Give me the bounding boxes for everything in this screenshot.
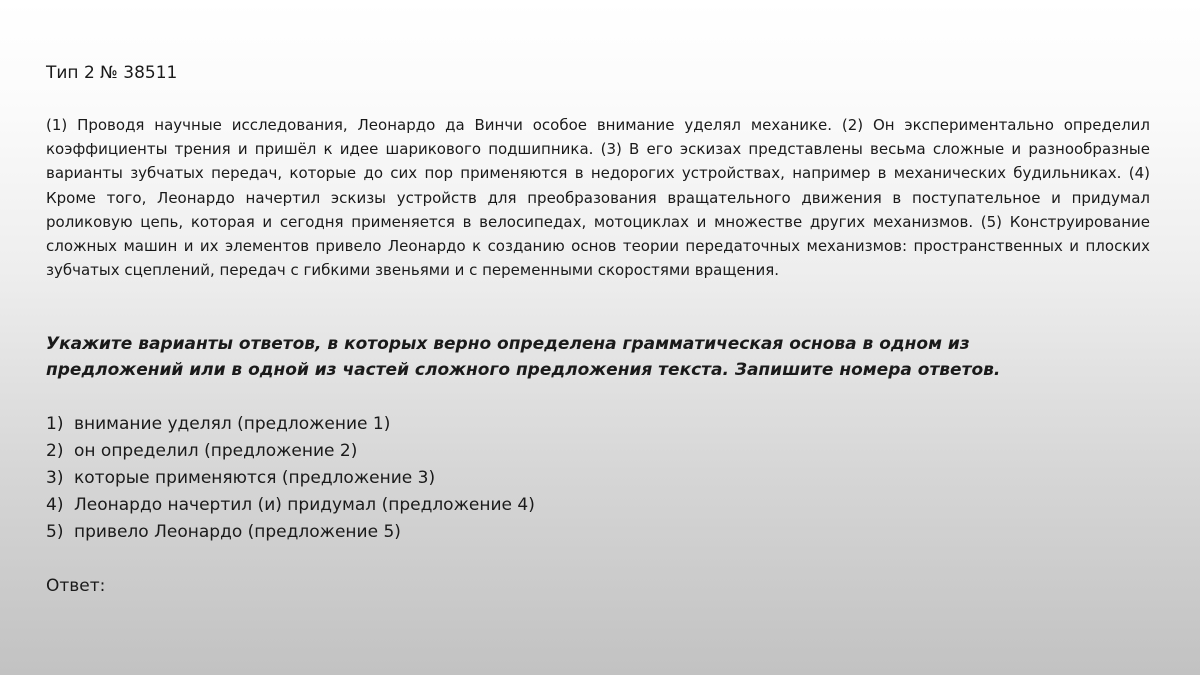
question-line-2: предложений или в одной из частей сложного предложения текста. Запишите номера ответов. xyxy=(46,360,1001,380)
answer-label: Ответ: xyxy=(46,576,106,596)
option-number: 2) xyxy=(46,441,64,461)
option-text: привело Леонардо (предложение 5) xyxy=(74,522,401,542)
question-line-1: Укажите варианты ответов, в которых верно определена грамматическая основа в одном из xyxy=(46,334,970,354)
passage-text xyxy=(46,113,1150,282)
option-number: 5) xyxy=(46,522,64,542)
option-text: которые применяются (предложение 3) xyxy=(74,468,436,488)
option-number: 1) xyxy=(46,414,64,434)
sentence-4: (4) Кроме того, Леонардо начертил эскизы устройств для преобразования вращательного движения в поступательное и придумал роликовую цепь, которая и сегодня применяется в велосипедах, мотоциклах и множестве других механизмов. xyxy=(46,164,1150,231)
task-header: Тип 2 № 38511 xyxy=(46,63,178,83)
option-number: 4) xyxy=(46,495,64,515)
answer-options xyxy=(46,411,535,546)
option-5 xyxy=(46,519,535,546)
option-1 xyxy=(46,411,535,438)
option-text: внимание уделял (предложение 1) xyxy=(74,414,391,434)
option-2 xyxy=(46,438,535,465)
option-number: 3) xyxy=(46,468,64,488)
sentence-3: (3) В его эскизах представлены весьма сложные и разнообразные варианты зубчатых передач, которые до сих пор применяются в недорогих устройствах, например в механических будильниках. xyxy=(46,140,1151,183)
sentence-2: (2) Он экспериментально определил коэффициенты трения и пришёл к идее шарикового подшипника. xyxy=(46,116,1150,159)
option-text: Леонардо начертил (и) придумал (предложение 4) xyxy=(74,495,535,515)
option-3 xyxy=(46,465,535,492)
sentence-5: (5) Конструирование сложных машин и их элементов привело Леонардо к созданию основ теории передаточных механизмов: пространственных и плоских зубчатых сцеплений, передач с гибкими звеньями и с переменными скоростями вращения. xyxy=(46,212,1150,280)
question-text xyxy=(46,331,1150,383)
sentence-1: (1) Проводя научные исследования, Леонардо да Винчи особое внимание уделял механике. xyxy=(46,116,842,134)
option-text: он определил (предложение 2) xyxy=(74,441,358,461)
option-4 xyxy=(46,492,535,519)
